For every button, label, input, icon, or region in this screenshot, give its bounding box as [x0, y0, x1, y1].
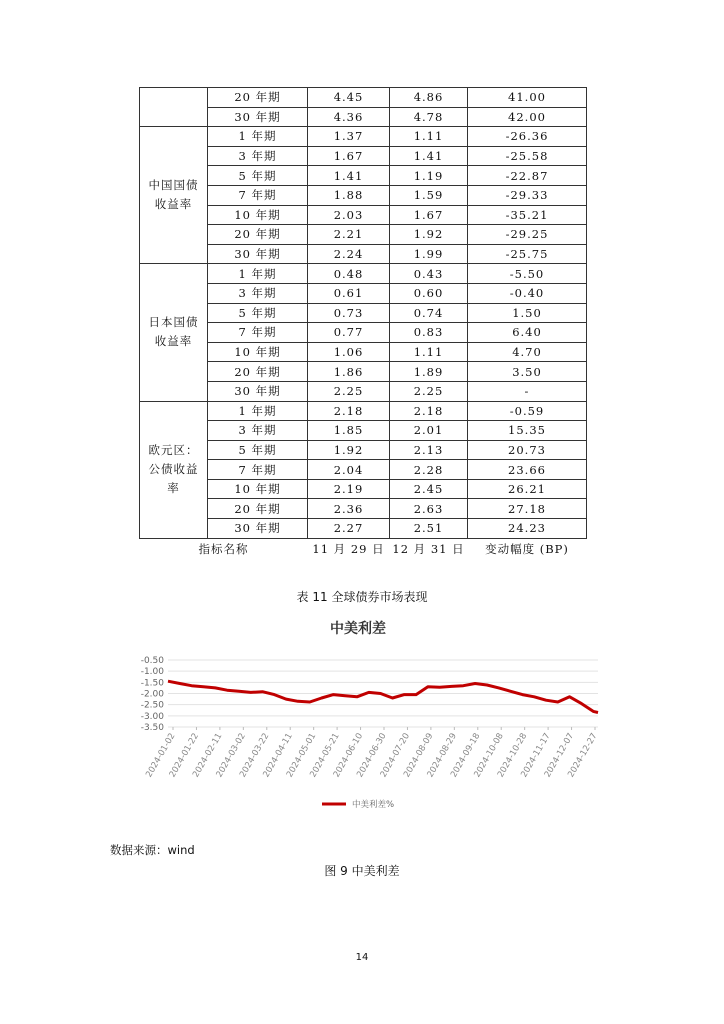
term-cell: 30 年期 — [208, 107, 308, 127]
change-bp-cell: 1.50 — [468, 303, 587, 323]
chart-legend — [322, 799, 394, 810]
x-tick-label: 2024-12-07 — [542, 731, 577, 780]
figure-caption: 图 9 中美利差 — [324, 864, 400, 878]
series-line-spread — [168, 681, 598, 712]
x-axis-ticks — [144, 727, 599, 779]
value-nov29-cell: 2.27 — [308, 519, 390, 539]
y-tick-label: -2.50 — [140, 700, 164, 711]
value-nov29-cell: 0.77 — [308, 323, 390, 343]
value-nov29-cell: 1.92 — [308, 440, 390, 460]
value-dec31-cell: 2.01 — [390, 421, 468, 441]
group-name-cell — [140, 127, 208, 264]
value-nov29-cell: 0.61 — [308, 283, 390, 303]
change-bp-cell: -29.25 — [468, 225, 587, 245]
page-number: 14 — [355, 952, 369, 963]
value-nov29-cell: 2.18 — [308, 401, 390, 421]
group-name — [144, 313, 204, 351]
change-bp-cell: 20.73 — [468, 440, 587, 460]
chart-title: 中美利差 — [330, 621, 386, 637]
term-cell: 30 年期 — [208, 381, 308, 401]
change-bp-cell: -0.59 — [468, 401, 587, 421]
value-nov29-cell: 1.88 — [308, 185, 390, 205]
value-nov29-cell: 0.48 — [308, 264, 390, 284]
table-row — [140, 107, 587, 127]
value-dec31-cell: 2.63 — [390, 499, 468, 519]
table-row — [140, 264, 587, 284]
x-tick-label: 2024-10-28 — [495, 731, 530, 780]
value-dec31-cell: 1.11 — [390, 342, 468, 362]
x-tick-label: 2024-06-30 — [355, 731, 389, 780]
value-dec31-cell: 0.74 — [390, 303, 468, 323]
column-header-nov29: 11 月 29 日 — [312, 541, 385, 556]
term-cell: 30 年期 — [208, 244, 308, 264]
y-tick-label: -1.50 — [140, 678, 164, 689]
change-bp-cell: 4.70 — [468, 342, 587, 362]
change-bp-cell: 41.00 — [468, 88, 587, 108]
value-nov29-cell: 1.37 — [308, 127, 390, 147]
table-row — [140, 460, 587, 480]
value-nov29-cell: 2.36 — [308, 499, 390, 519]
term-cell: 3 年期 — [208, 421, 308, 441]
table-row — [140, 166, 587, 186]
value-dec31-cell: 0.60 — [390, 283, 468, 303]
value-dec31-cell: 2.13 — [390, 440, 468, 460]
value-nov29-cell: 1.41 — [308, 166, 390, 186]
legend-label: 中美利差% — [352, 800, 395, 810]
x-tick-label: 2024-01-22 — [167, 731, 202, 780]
value-nov29-cell: 1.06 — [308, 342, 390, 362]
table-row — [140, 205, 587, 225]
group-name-line: 欧元区： — [148, 443, 199, 458]
table-row — [140, 479, 587, 499]
table-row — [140, 185, 587, 205]
x-tick-label: 2024-10-08 — [472, 731, 506, 780]
value-nov29-cell: 2.19 — [308, 479, 390, 499]
table-row — [140, 283, 587, 303]
term-cell: 5 年期 — [208, 440, 308, 460]
change-bp-cell: 3.50 — [468, 362, 587, 382]
value-nov29-cell: 1.67 — [308, 146, 390, 166]
x-tick-label: 2024-08-09 — [402, 731, 436, 780]
value-nov29-cell: 2.03 — [308, 205, 390, 225]
term-cell: 30 年期 — [208, 519, 308, 539]
value-nov29-cell: 1.85 — [308, 421, 390, 441]
group-name-cell — [140, 264, 208, 401]
table-row — [140, 421, 587, 441]
value-dec31-cell: 2.45 — [390, 479, 468, 499]
x-tick-label: 2024-08-29 — [425, 731, 459, 780]
value-dec31-cell: 1.89 — [390, 362, 468, 382]
group-name-line: 收益率 — [154, 197, 193, 212]
change-bp-cell: 23.66 — [468, 460, 587, 480]
value-dec31-cell: 4.86 — [390, 88, 468, 108]
value-nov29-cell: 4.45 — [308, 88, 390, 108]
table-row — [140, 244, 587, 264]
value-dec31-cell: 2.28 — [390, 460, 468, 480]
table-row — [140, 381, 587, 401]
value-dec31-cell: 1.19 — [390, 166, 468, 186]
change-bp-cell: -22.87 — [468, 166, 587, 186]
value-dec31-cell: 1.41 — [390, 146, 468, 166]
term-cell: 1 年期 — [208, 264, 308, 284]
x-tick-label: 2024-07-20 — [378, 731, 413, 780]
change-bp-cell: 15.35 — [468, 421, 587, 441]
value-nov29-cell: 2.25 — [308, 381, 390, 401]
table-header-row — [140, 538, 587, 559]
table-row — [140, 440, 587, 460]
value-nov29-cell: 2.04 — [308, 460, 390, 480]
value-dec31-cell: 1.59 — [390, 185, 468, 205]
value-dec31-cell: 4.78 — [390, 107, 468, 127]
group-name-line: 日本国债 — [148, 315, 199, 330]
group-cell-continued — [140, 88, 208, 127]
value-dec31-cell: 1.99 — [390, 244, 468, 264]
term-cell: 3 年期 — [208, 146, 308, 166]
data-source-note: 数据来源：wind — [110, 843, 195, 857]
value-dec31-cell: 0.43 — [390, 264, 468, 284]
change-bp-cell: -5.50 — [468, 264, 587, 284]
y-tick-label: -3.00 — [140, 711, 164, 722]
term-cell: 7 年期 — [208, 323, 308, 343]
y-axis-ticks — [141, 656, 165, 733]
term-cell: 7 年期 — [208, 185, 308, 205]
x-tick-label: 2024-09-18 — [449, 731, 483, 780]
value-nov29-cell: 2.24 — [308, 244, 390, 264]
change-bp-cell: -25.58 — [468, 146, 587, 166]
value-dec31-cell: 2.25 — [390, 381, 468, 401]
spread-line-chart — [110, 610, 605, 820]
change-bp-cell: -35.21 — [468, 205, 587, 225]
column-header-dec31: 12 月 31 日 — [392, 541, 465, 556]
value-dec31-cell: 1.67 — [390, 205, 468, 225]
term-cell: 10 年期 — [208, 205, 308, 225]
x-tick-label: 2024-02-11 — [191, 731, 225, 780]
change-bp-cell: 27.18 — [468, 499, 587, 519]
table-row — [140, 401, 587, 421]
group-name-line: 收益率 — [154, 334, 193, 349]
table-row — [140, 323, 587, 343]
term-cell: 1 年期 — [208, 401, 308, 421]
x-tick-label: 2024-05-21 — [308, 731, 342, 780]
x-tick-label: 2024-03-02 — [214, 731, 248, 780]
change-bp-cell: -29.33 — [468, 185, 587, 205]
value-dec31-cell: 1.92 — [390, 225, 468, 245]
x-tick-label: 2024-05-01 — [284, 731, 319, 780]
y-tick-label: -3.50 — [140, 723, 164, 733]
change-bp-cell: 6.40 — [468, 323, 587, 343]
value-nov29-cell: 2.21 — [308, 225, 390, 245]
term-cell: 20 年期 — [208, 362, 308, 382]
value-nov29-cell: 1.86 — [308, 362, 390, 382]
x-tick-label: 2024-03-22 — [238, 731, 272, 780]
y-tick-label: -2.00 — [140, 689, 164, 700]
term-cell: 5 年期 — [208, 303, 308, 323]
x-tick-label: 2024-06-10 — [331, 731, 366, 780]
x-tick-label: 2024-04-11 — [261, 731, 295, 780]
change-bp-cell: 26.21 — [468, 479, 587, 499]
table-row — [140, 146, 587, 166]
global-bond-table — [139, 87, 587, 559]
group-name-line: 率 — [167, 481, 180, 496]
value-nov29-cell: 4.36 — [308, 107, 390, 127]
x-tick-label: 2024-11-17 — [519, 731, 553, 780]
term-cell: 20 年期 — [208, 225, 308, 245]
group-name — [144, 441, 204, 498]
term-cell: 20 年期 — [208, 499, 308, 519]
y-tick-label: -0.50 — [140, 656, 164, 666]
value-dec31-cell: 2.51 — [390, 519, 468, 539]
y-tick-label: -1.00 — [140, 667, 164, 678]
change-bp-cell: 24.23 — [468, 519, 587, 539]
x-tick-label: 2024-12-27 — [566, 731, 600, 780]
term-cell: 1 年期 — [208, 127, 308, 147]
term-cell: 10 年期 — [208, 342, 308, 362]
change-bp-cell: -0.40 — [468, 283, 587, 303]
group-name-line: 公债收益 — [148, 462, 199, 477]
change-bp-cell: 42.00 — [468, 107, 587, 127]
table-caption: 表 11 全球债券市场表现 — [296, 590, 428, 604]
change-bp-cell: -25.75 — [468, 244, 587, 264]
value-dec31-cell: 2.18 — [390, 401, 468, 421]
value-nov29-cell: 0.73 — [308, 303, 390, 323]
table-row — [140, 88, 587, 108]
group-name — [144, 176, 204, 214]
x-tick-label: 2024-01-02 — [144, 731, 178, 780]
group-name-cell — [140, 401, 208, 538]
term-cell: 20 年期 — [208, 88, 308, 108]
table-row — [140, 225, 587, 245]
change-bp-cell: -26.36 — [468, 127, 587, 147]
table-row — [140, 519, 587, 539]
column-header-change: 变动幅度 (BP) — [485, 541, 569, 556]
table-row — [140, 342, 587, 362]
table-row — [140, 303, 587, 323]
value-dec31-cell: 0.83 — [390, 323, 468, 343]
term-cell: 3 年期 — [208, 283, 308, 303]
column-header-name: 指标名称 — [198, 541, 249, 556]
table-row — [140, 127, 587, 147]
value-dec31-cell: 1.11 — [390, 127, 468, 147]
term-cell: 10 年期 — [208, 479, 308, 499]
change-bp-cell: - — [468, 381, 587, 401]
group-name-line: 中国国债 — [148, 178, 199, 193]
term-cell: 5 年期 — [208, 166, 308, 186]
table-row — [140, 362, 587, 382]
term-cell: 7 年期 — [208, 460, 308, 480]
table-row — [140, 499, 587, 519]
